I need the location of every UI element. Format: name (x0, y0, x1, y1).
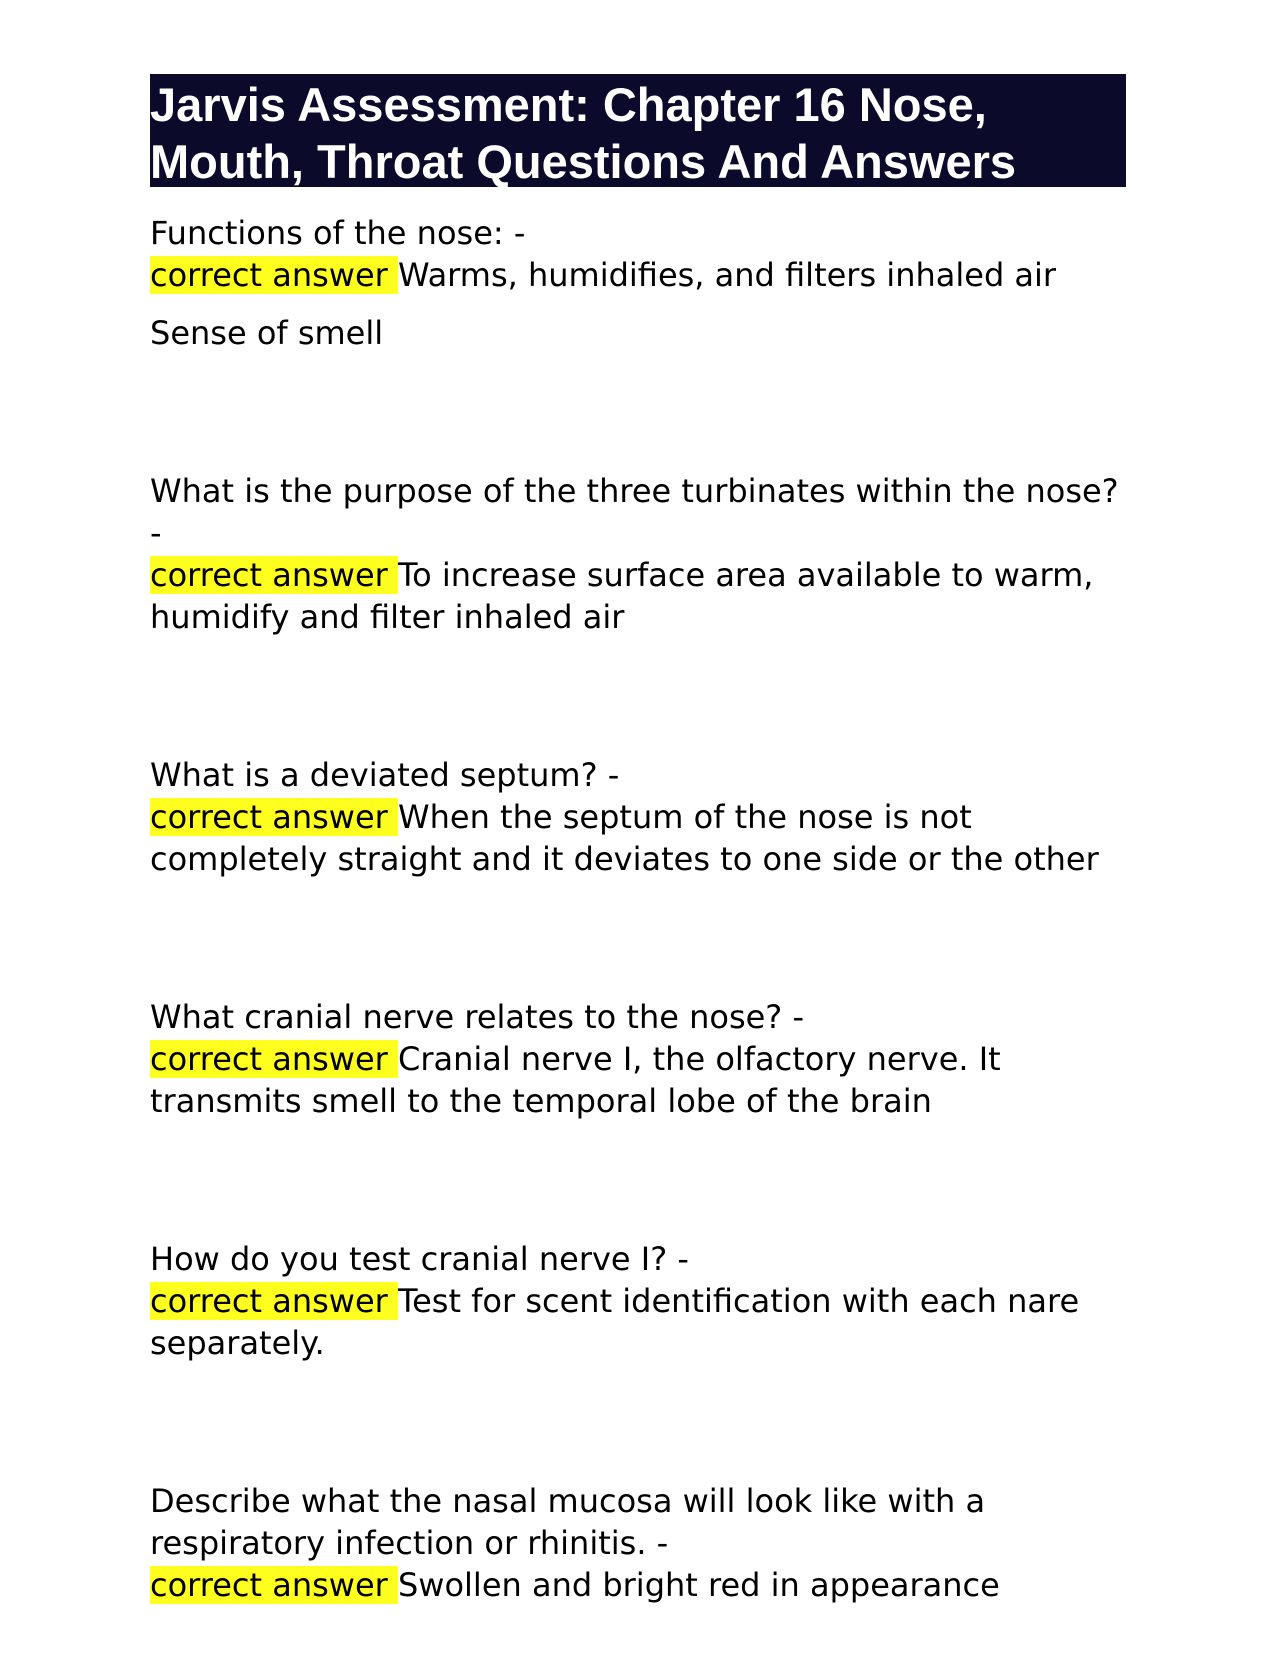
qa-item (150, 1480, 1126, 1606)
answer-text: To increase surface area available to warm, humidify and filter inhaled air (150, 556, 1094, 636)
answer-text: Test for scent identification with each nare separately. (150, 1282, 1080, 1362)
answer-line (150, 1038, 1126, 1122)
qa-item (150, 1238, 1126, 1364)
answer-text: Warms, humidifies, and filters inhaled air (397, 256, 1057, 294)
correct-answer-label: correct answer (150, 256, 398, 294)
question-text: What is the purpose of the three turbinates within the nose? - (150, 472, 1119, 552)
correct-answer-label: correct answer (150, 556, 398, 594)
answer-line (150, 1564, 1126, 1606)
answer-line (150, 796, 1126, 880)
qa-item (150, 470, 1126, 638)
document-page (150, 74, 1126, 1606)
document-title: Jarvis Assessment: Chapter 16 Nose, Mouth, Throat Questions And Answers (150, 74, 1126, 187)
question-text: How do you test cranial nerve I? - (150, 1240, 689, 1278)
qa-list (150, 212, 1126, 1606)
question-text: What cranial nerve relates to the nose? - (150, 998, 804, 1036)
answer-line (150, 254, 1126, 296)
answer-extra-text: Sense of smell (150, 314, 384, 352)
answer-line (150, 1280, 1126, 1364)
qa-item (150, 754, 1126, 880)
answer-text: Cranial nerve I, the olfactory nerve. It transmits smell to the temporal lobe of the brain (150, 1040, 1001, 1120)
answer-line (150, 554, 1126, 638)
qa-item (150, 996, 1126, 1122)
correct-answer-label: correct answer (150, 1282, 398, 1320)
correct-answer-label: correct answer (150, 798, 398, 836)
question-text: What is a deviated septum? - (150, 756, 620, 794)
answer-text: Swollen and bright red in appearance (397, 1566, 1000, 1604)
correct-answer-label: correct answer (150, 1566, 398, 1604)
question-text: Describe what the nasal mucosa will look like with a respiratory infection or rhinitis. - (150, 1482, 986, 1562)
qa-item (150, 212, 1126, 354)
correct-answer-label: correct answer (150, 1040, 398, 1078)
question-text: Functions of the nose: - (150, 214, 526, 252)
answer-text: When the septum of the nose is not completely straight and it deviates to one side or the other (150, 798, 1099, 878)
